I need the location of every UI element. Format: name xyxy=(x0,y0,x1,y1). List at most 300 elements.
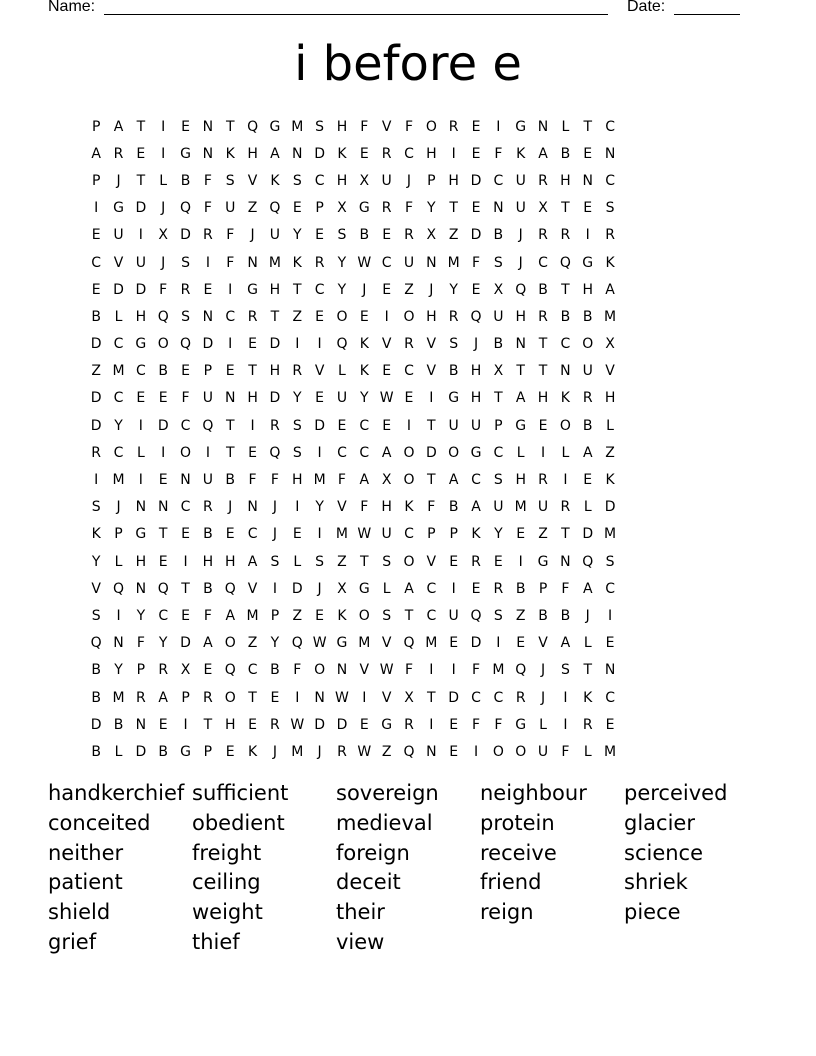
grid-letter: I xyxy=(406,417,412,434)
grid-letter: J xyxy=(250,227,255,244)
grid-letter: B xyxy=(493,336,504,353)
grid-letter: F xyxy=(471,254,481,271)
grid-letter: G xyxy=(448,390,460,407)
grid-letter: X xyxy=(359,172,370,189)
grid-letter: D xyxy=(582,526,594,543)
worksheet-header xyxy=(0,0,816,20)
grid-letter: S xyxy=(560,662,570,679)
grid-letter: B xyxy=(158,363,168,380)
grid-letter: I xyxy=(205,254,210,271)
grid-letter: T xyxy=(449,200,458,217)
grid-letter: T xyxy=(136,172,146,189)
grid-letter: Y xyxy=(315,499,324,516)
grid-letter: Q xyxy=(90,635,102,652)
grid-letter: W xyxy=(379,390,394,407)
grid-letter: K xyxy=(247,743,258,760)
grid-letter: D xyxy=(470,227,482,244)
grid-letter: B xyxy=(203,526,213,543)
word-bank-item: perceived xyxy=(624,781,728,805)
grid-letter: N xyxy=(560,363,571,380)
grid-letter: F xyxy=(427,499,436,516)
grid-letter: S xyxy=(181,308,190,325)
grid-letter: C xyxy=(113,390,124,407)
grid-letter: T xyxy=(427,689,436,706)
grid-letter: E xyxy=(91,281,101,298)
grid-letter: L xyxy=(583,499,592,516)
grid-letter: E xyxy=(382,227,392,244)
grid-letter: B xyxy=(359,227,370,244)
grid-letter: L xyxy=(114,553,123,570)
grid-letter: P xyxy=(91,172,101,189)
grid-letter: F xyxy=(404,118,414,135)
grid-letter: R xyxy=(247,308,258,325)
grid-letter: D xyxy=(336,716,348,733)
grid-letter: P xyxy=(270,607,280,624)
grid-letter: D xyxy=(425,444,437,461)
grid-letter: L xyxy=(293,553,302,570)
grid-letter: V xyxy=(359,662,370,679)
grid-letter: A xyxy=(270,145,280,162)
grid-letter: S xyxy=(605,200,615,217)
grid-letter: I xyxy=(228,336,233,353)
grid-letter: V xyxy=(381,635,392,652)
grid-letter: I xyxy=(563,472,568,489)
grid-letter: E xyxy=(136,145,146,162)
grid-letter: B xyxy=(448,499,459,516)
grid-letter: G xyxy=(336,635,348,652)
word-bank-item: friend xyxy=(480,870,542,895)
word-bank-item: neighbour xyxy=(480,781,587,805)
grid-letter: A xyxy=(605,281,615,298)
grid-letter: H xyxy=(426,145,437,162)
grid-letter: I xyxy=(608,607,613,624)
grid-letter: P xyxy=(449,526,458,543)
grid-letter: B xyxy=(582,417,593,434)
grid-letter: T xyxy=(248,363,257,380)
grid-letter: T xyxy=(292,281,302,298)
grid-letter: T xyxy=(404,607,414,624)
grid-letter: O xyxy=(180,444,192,461)
grid-row xyxy=(85,303,733,330)
grid-letter: C xyxy=(359,444,370,461)
word-bank-item: glacier xyxy=(624,810,695,835)
grid-letter: I xyxy=(429,662,434,679)
grid-letter: E xyxy=(471,200,481,217)
grid-letter: B xyxy=(158,743,168,760)
grid-letter: E xyxy=(292,526,302,543)
grid-letter: H xyxy=(292,472,303,489)
grid-letter: V xyxy=(426,363,437,380)
grid-letter: X xyxy=(538,200,548,217)
grid-letter: Y xyxy=(136,607,146,624)
grid-letter: D xyxy=(90,390,102,407)
grid-letter: T xyxy=(538,363,548,380)
grid-letter: E xyxy=(337,417,347,434)
grid-row xyxy=(85,113,733,140)
grid-letter: T xyxy=(494,390,503,407)
grid-letter: E xyxy=(382,281,392,298)
grid-letter: A xyxy=(158,689,168,706)
grid-letter: B xyxy=(582,308,593,325)
grid-letter: Z xyxy=(515,607,526,624)
grid-letter: U xyxy=(135,254,146,271)
word-bank-column xyxy=(624,779,768,958)
grid-letter: X xyxy=(426,227,437,244)
grid-letter: Z xyxy=(448,227,459,244)
grid-letter: S xyxy=(315,118,325,135)
grid-letter: I xyxy=(138,227,143,244)
grid-letter: C xyxy=(180,499,191,516)
grid-letter: R xyxy=(314,254,325,271)
grid-letter: K xyxy=(337,607,347,624)
grid-letter: F xyxy=(494,716,503,733)
grid-letter: V xyxy=(605,363,615,380)
grid-letter: A xyxy=(113,118,124,135)
grid-letter: N xyxy=(336,662,348,679)
grid-letter: H xyxy=(448,172,459,189)
grid-letter: S xyxy=(382,607,392,624)
word-bank-item: reign xyxy=(480,900,534,925)
grid-letter: A xyxy=(91,145,101,162)
grid-letter: W xyxy=(379,662,394,679)
grid-letter: R xyxy=(448,118,459,135)
grid-letter: S xyxy=(493,472,503,489)
grid-letter: J xyxy=(317,580,322,597)
grid-letter: R xyxy=(337,743,347,760)
grid-letter: R xyxy=(404,716,414,733)
grid-letter: C xyxy=(337,444,347,461)
grid-letter: C xyxy=(180,417,191,434)
grid-letter: N xyxy=(292,145,303,162)
grid-letter: I xyxy=(205,444,210,461)
grid-letter: J xyxy=(518,227,523,244)
grid-letter: K xyxy=(270,172,280,189)
grid-letter: I xyxy=(317,444,322,461)
grid-letter: B xyxy=(493,227,504,244)
grid-letter: P xyxy=(203,743,213,760)
grid-letter: W xyxy=(357,254,372,271)
grid-row xyxy=(85,630,733,657)
grid-letter: K xyxy=(605,472,615,489)
grid-letter: V xyxy=(113,254,124,271)
grid-letter: T xyxy=(203,716,213,733)
grid-letter: E xyxy=(359,308,369,325)
grid-letter: T xyxy=(270,308,280,325)
grid-letter: O xyxy=(314,662,326,679)
grid-letter: C xyxy=(426,580,437,597)
grid-letter: J xyxy=(116,172,121,189)
grid-letter: H xyxy=(537,390,549,407)
grid-letter: Q xyxy=(269,444,281,461)
grid-letter: A xyxy=(359,472,370,489)
grid-letter: X xyxy=(493,281,504,298)
grid-letter: I xyxy=(451,580,456,597)
word-bank-item: sufficient xyxy=(192,781,289,805)
grid-letter: L xyxy=(561,118,570,135)
grid-letter: H xyxy=(135,308,147,325)
grid-letter: W xyxy=(290,716,305,733)
grid-row xyxy=(85,331,733,358)
grid-letter: J xyxy=(317,743,322,760)
grid-letter: E xyxy=(493,553,503,570)
grid-letter: E xyxy=(516,526,526,543)
grid-letter: E xyxy=(471,145,481,162)
grid-letter: E xyxy=(315,227,325,244)
grid-letter: F xyxy=(360,118,369,135)
grid-letter: C xyxy=(605,689,615,706)
grid-letter: C xyxy=(605,580,615,597)
grid-letter: Y xyxy=(292,390,302,407)
grid-letter: N xyxy=(604,145,616,162)
page-title: i before e xyxy=(294,36,522,92)
grid-letter: F xyxy=(360,499,369,516)
grid-letter: Y xyxy=(114,417,123,434)
grid-letter: D xyxy=(314,145,325,162)
grid-letter: D xyxy=(269,390,281,407)
grid-letter: G xyxy=(537,553,549,570)
grid-letter: Q xyxy=(582,553,594,570)
grid-letter: T xyxy=(561,281,570,298)
grid-letter: R xyxy=(270,417,280,434)
grid-letter: Y xyxy=(270,635,280,652)
word-bank-item: shriek xyxy=(624,870,688,895)
grid-letter: N xyxy=(180,472,191,489)
grid-letter: P xyxy=(494,417,503,434)
word-bank-item: medieval xyxy=(336,810,433,835)
grid-letter: U xyxy=(515,172,526,189)
grid-letter: F xyxy=(226,227,235,244)
grid-letter: B xyxy=(91,743,101,760)
grid-letter: R xyxy=(91,444,102,461)
grid-letter: N xyxy=(135,580,147,597)
grid-letter: L xyxy=(606,417,614,434)
grid-letter: L xyxy=(561,444,570,461)
grid-letter: H xyxy=(582,281,593,298)
grid-letter: U xyxy=(537,743,549,760)
grid-letter: R xyxy=(538,227,548,244)
grid-letter: F xyxy=(494,145,503,162)
grid-letter: H xyxy=(247,390,258,407)
grid-row xyxy=(85,167,733,194)
grid-letter: B xyxy=(270,662,280,679)
grid-letter: E xyxy=(359,716,369,733)
grid-letter: R xyxy=(515,689,526,706)
grid-letter: S xyxy=(225,172,235,189)
grid-letter: N xyxy=(314,689,325,706)
grid-letter: Z xyxy=(381,743,392,760)
grid-letter: N xyxy=(537,118,549,135)
grid-letter: Y xyxy=(494,526,503,543)
word-search-grid xyxy=(85,113,733,766)
grid-letter: T xyxy=(225,118,235,135)
grid-letter: R xyxy=(135,689,146,706)
grid-letter: N xyxy=(202,118,214,135)
grid-letter: X xyxy=(337,580,347,597)
grid-letter: R xyxy=(538,308,548,325)
grid-letter: E xyxy=(181,363,190,380)
grid-letter: N xyxy=(247,499,258,516)
grid-letter: U xyxy=(269,227,281,244)
grid-letter: F xyxy=(248,472,257,489)
grid-letter: U xyxy=(493,308,504,325)
grid-letter: K xyxy=(359,336,369,353)
grid-letter: E xyxy=(158,390,168,407)
grid-letter: R xyxy=(582,390,593,407)
grid-letter: E xyxy=(605,635,615,652)
grid-letter: K xyxy=(225,145,235,162)
grid-letter: D xyxy=(448,689,460,706)
grid-letter: T xyxy=(427,417,436,434)
grid-letter: I xyxy=(429,716,434,733)
grid-letter: Z xyxy=(404,281,414,298)
grid-letter: D xyxy=(157,417,169,434)
grid-letter: H xyxy=(269,363,281,380)
grid-letter: E xyxy=(181,607,190,624)
grid-letter: T xyxy=(158,526,168,543)
grid-letter: A xyxy=(560,635,571,652)
grid-letter: G xyxy=(180,145,191,162)
grid-letter: B xyxy=(560,607,571,624)
grid-letter: D xyxy=(180,227,191,244)
grid-letter: B xyxy=(91,662,101,679)
grid-row xyxy=(85,602,733,629)
grid-letter: E xyxy=(203,662,213,679)
grid-letter: X xyxy=(180,662,191,679)
grid-letter: B xyxy=(225,472,236,489)
grid-letter: M xyxy=(492,662,505,679)
grid-letter: C xyxy=(404,363,414,380)
date-label: Date: xyxy=(627,0,666,15)
grid-letter: O xyxy=(403,472,415,489)
grid-letter: E xyxy=(315,308,325,325)
grid-letter: I xyxy=(295,336,300,353)
grid-letter: L xyxy=(114,743,123,760)
grid-letter: K xyxy=(404,499,414,516)
grid-letter: O xyxy=(582,336,594,353)
grid-letter: Y xyxy=(427,200,436,217)
grid-letter: F xyxy=(561,580,570,597)
grid-letter: I xyxy=(384,308,389,325)
grid-letter: I xyxy=(272,580,277,597)
grid-letter: L xyxy=(136,444,145,461)
grid-row xyxy=(85,439,733,466)
grid-letter: D xyxy=(90,336,102,353)
grid-letter: E xyxy=(136,390,146,407)
grid-letter: O xyxy=(448,444,460,461)
grid-letter: V xyxy=(91,580,101,597)
grid-letter: V xyxy=(381,118,392,135)
grid-letter: B xyxy=(560,308,571,325)
grid-letter: E xyxy=(248,444,257,461)
grid-letter: C xyxy=(91,254,102,271)
grid-letter: B xyxy=(538,607,548,624)
grid-letter: T xyxy=(225,444,235,461)
grid-letter: R xyxy=(292,363,303,380)
word-bank-item: thief xyxy=(192,929,240,954)
grid-letter: Q xyxy=(403,635,415,652)
grid-row xyxy=(85,140,733,167)
grid-letter: H xyxy=(269,281,281,298)
grid-letter: J xyxy=(540,662,546,679)
grid-letter: E xyxy=(292,200,302,217)
grid-letter: Q xyxy=(157,308,169,325)
word-bank-column xyxy=(192,779,336,958)
grid-letter: M xyxy=(291,118,304,135)
grid-letter: K xyxy=(337,145,347,162)
grid-letter: Q xyxy=(247,118,259,135)
grid-letter: U xyxy=(515,200,526,217)
grid-letter: G xyxy=(515,417,527,434)
grid-letter: L xyxy=(516,444,525,461)
grid-letter: B xyxy=(203,580,213,597)
grid-letter: I xyxy=(496,635,501,652)
grid-letter: T xyxy=(583,662,593,679)
word-bank-item: neither xyxy=(48,840,124,865)
grid-letter: V xyxy=(381,689,392,706)
grid-letter: N xyxy=(604,662,616,679)
grid-letter: U xyxy=(403,254,415,271)
grid-letter: Z xyxy=(247,200,258,217)
grid-letter: G xyxy=(381,716,393,733)
grid-letter: P xyxy=(427,526,436,543)
grid-letter: F xyxy=(270,472,279,489)
grid-letter: E xyxy=(181,526,190,543)
grid-letter: E xyxy=(225,363,235,380)
grid-row xyxy=(85,358,733,385)
grid-letter: X xyxy=(381,472,392,489)
grid-letter: O xyxy=(515,743,527,760)
grid-letter: R xyxy=(538,172,548,189)
grid-letter: T xyxy=(136,118,146,135)
grid-letter: K xyxy=(605,254,615,271)
grid-letter: P xyxy=(91,118,101,135)
grid-letter: F xyxy=(181,390,190,407)
grid-letter: P xyxy=(315,200,324,217)
grid-letter: D xyxy=(314,716,325,733)
grid-letter: C xyxy=(314,281,325,298)
grid-letter: O xyxy=(403,308,415,325)
grid-letter: N xyxy=(202,145,214,162)
grid-letter: H xyxy=(381,499,392,516)
grid-letter: I xyxy=(94,472,99,489)
grid-letter: P xyxy=(136,662,146,679)
grid-letter: N xyxy=(135,499,147,516)
grid-letter: O xyxy=(425,118,437,135)
grid-letter: T xyxy=(516,363,525,380)
grid-letter: Y xyxy=(337,254,347,271)
grid-letter: H xyxy=(336,172,348,189)
grid-letter: U xyxy=(202,472,214,489)
grid-letter: U xyxy=(470,417,482,434)
grid-letter: L xyxy=(583,635,592,652)
grid-letter: W xyxy=(357,526,372,543)
grid-letter: R xyxy=(158,662,169,679)
grid-letter: Y xyxy=(360,390,369,407)
grid-letter: S xyxy=(605,553,615,570)
grid-letter: Q xyxy=(113,580,125,597)
grid-letter: H xyxy=(224,553,236,570)
grid-letter: Q xyxy=(224,662,236,679)
grid-letter: K xyxy=(359,363,369,380)
grid-row xyxy=(85,521,733,548)
grid-letter: R xyxy=(203,227,213,244)
word-bank-item: their xyxy=(336,900,385,925)
grid-letter: E xyxy=(471,580,481,597)
word-bank-item: view xyxy=(336,929,385,954)
grid-letter: C xyxy=(135,363,146,380)
word-bank-item: patient xyxy=(48,870,123,895)
grid-letter: P xyxy=(181,689,190,706)
